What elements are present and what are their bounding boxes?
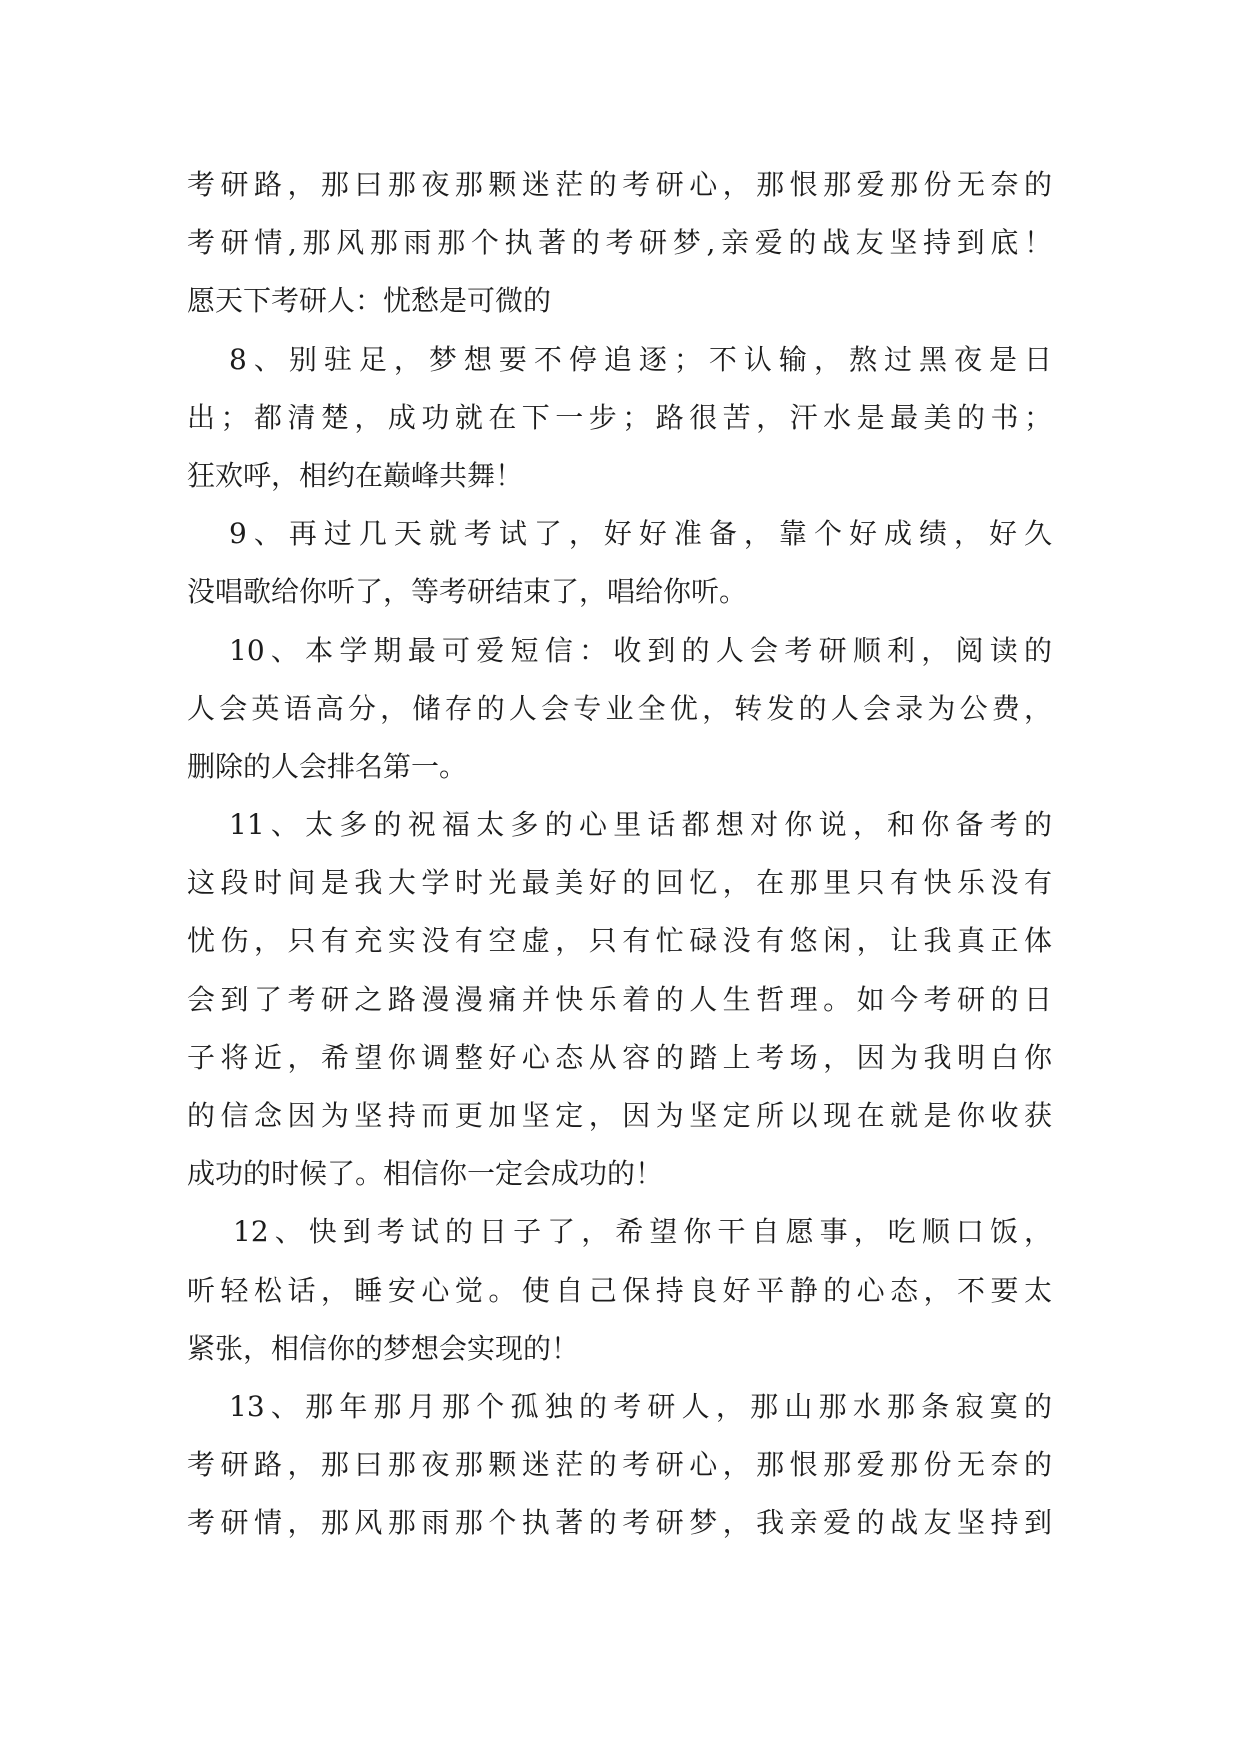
document-body <box>187 156 1052 1553</box>
paragraph-item-9 <box>187 505 1052 621</box>
text-line: 10、本学期最可爱短信：收到的人会考研顺利，阅读的 <box>229 633 1052 667</box>
text-line: 13、那年那月那个孤独的考研人，那山那水那条寂寞的 <box>229 1389 1052 1423</box>
text-line: 11、太多的祝福太多的心里话都想对你说，和你备考的 <box>229 808 1052 842</box>
text-line: 成功的时候了。相信你一定会成功的！ <box>187 1157 664 1191</box>
text-line: 删除的人会排名第一。 <box>187 749 468 783</box>
paragraph-item-13 <box>187 1378 1052 1553</box>
text-line: 考研路，那曰那夜那颗迷茫的考研心，那恨那爱那份无奈的 <box>187 168 1052 201</box>
text-line: 12、快到考试的日子了，希望你干自愿事，吃顺口饭， <box>233 1215 1052 1249</box>
text-line: 出；都清楚，成功就在下一步；路很苦，汗水是最美的书； <box>187 400 1052 434</box>
text-line: 忧伤，只有充实没有空虚，只有忙碌没有悠闲，让我真正体 <box>187 924 1052 958</box>
text-line: 愿天下考研人：忧愁是可微的 <box>187 284 552 318</box>
text-line: 听轻松话，睡安心觉。使自己保持良好平静的心态，不要太 <box>187 1273 1052 1307</box>
text-line: 的信念因为坚持而更加坚定，因为坚定所以现在就是你收获 <box>187 1099 1052 1132</box>
text-line: 考研路，那曰那夜那颗迷茫的考研心，那恨那爱那份无奈的 <box>187 1448 1052 1482</box>
text-line: 紧张，相信你的梦想会实现的！ <box>187 1331 580 1365</box>
text-line: 9、再过几天就考试了，好好准备，靠个好成绩，好久 <box>229 517 1052 551</box>
text-line: 没唱歌给你听了，等考研结束了，唱给你听。 <box>187 575 748 609</box>
paragraph-continued <box>187 156 1052 331</box>
text-line: 人会英语高分，储存的人会专业全优，转发的人会录为公费， <box>187 691 1052 725</box>
text-line: 考研情,那风那雨那个执著的考研梦,亲爱的战友坚持到底！ <box>187 226 1052 260</box>
paragraph-item-12 <box>187 1203 1052 1378</box>
paragraph-item-11 <box>187 796 1052 1203</box>
paragraph-item-10 <box>187 622 1052 797</box>
text-line: 8、别驻足，梦想要不停追逐；不认输，熬过黑夜是日 <box>229 342 1052 376</box>
text-line: 考研情，那风那雨那个执著的考研梦，我亲爱的战友坚持到 <box>187 1506 1052 1540</box>
text-line: 这段时间是我大学时光最美好的回忆，在那里只有快乐没有 <box>187 866 1052 900</box>
text-line: 子将近，希望你调整好心态从容的踏上考场，因为我明白你 <box>187 1040 1052 1074</box>
paragraph-item-8 <box>187 331 1052 506</box>
text-line: 狂欢呼，相约在巅峰共舞！ <box>187 458 524 492</box>
text-line: 会到了考研之路漫漫痛并快乐着的人生哲理。如今考研的日 <box>187 982 1052 1016</box>
